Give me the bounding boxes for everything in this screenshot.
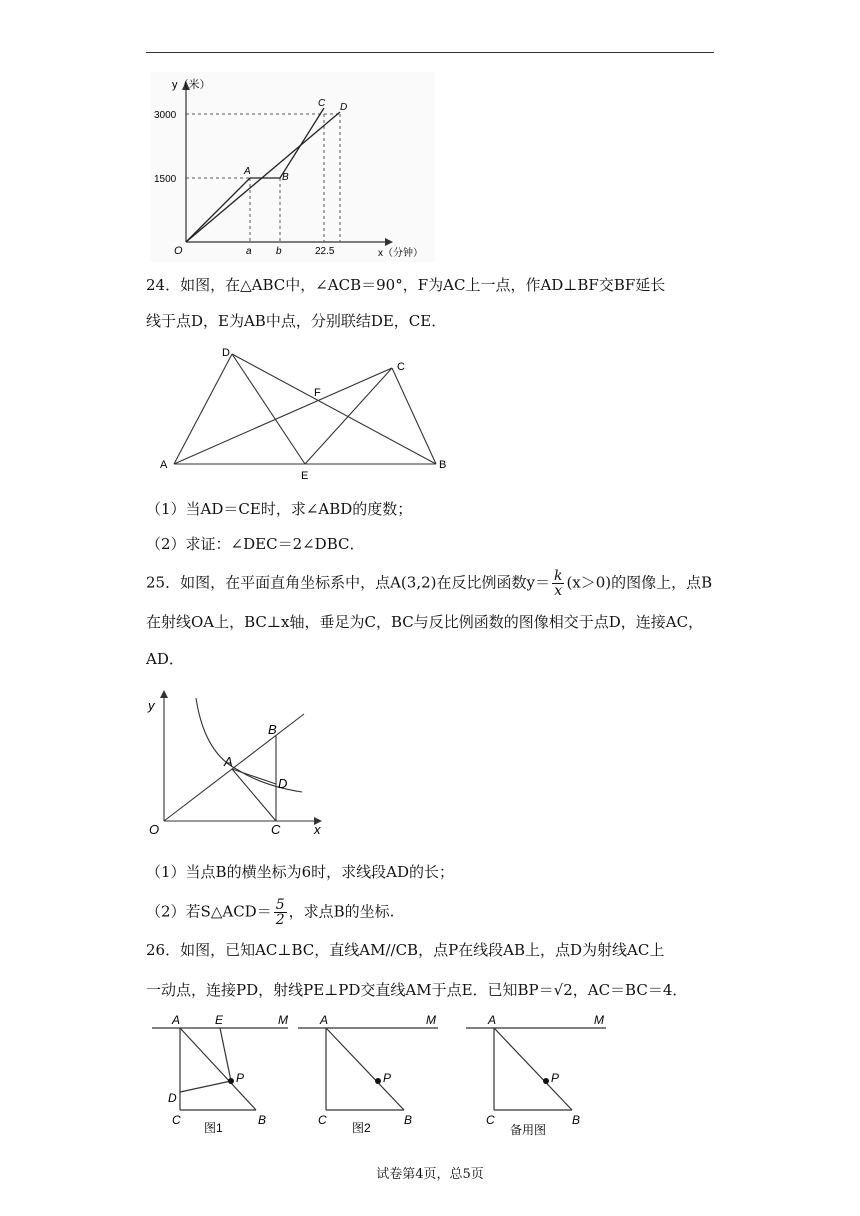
fig2-label-a: A xyxy=(320,1013,329,1027)
q25-label-c: C xyxy=(271,822,281,837)
header-rule xyxy=(146,52,714,53)
q23-point-d: D xyxy=(340,102,348,113)
q25-part-2-num: 5 xyxy=(275,897,285,913)
q24-label-f: F xyxy=(314,387,321,399)
q25-line-2: 在射线OA上，BC⊥x轴，垂足为C，BC与反比例函数的图像相交于点D，连接AC， xyxy=(146,613,704,631)
q24-part-1: （1）当AD＝CE时，求∠ABD的度数； xyxy=(146,500,413,518)
q25-part-1: （1）当点B的横坐标为6时，求线段AD的长； xyxy=(146,863,454,881)
fig1-label-e: E xyxy=(215,1013,224,1027)
q24-label-c: C xyxy=(397,361,405,373)
fig2-label-c: C xyxy=(318,1113,327,1127)
q24-label-d: D xyxy=(222,347,230,359)
q23-tick-1500: 1500 xyxy=(154,174,177,185)
q25-fraction xyxy=(552,569,564,598)
fig3-label-m: M xyxy=(594,1013,604,1027)
q25-part-2-fraction xyxy=(274,898,287,927)
q25-part-2-a: （2）若S△ACD＝ xyxy=(146,902,272,921)
q25-line-1-b: (x＞0)的图像上，点B xyxy=(566,573,713,592)
q23-point-b: B xyxy=(282,172,289,183)
q25-part-2-den: 2 xyxy=(275,912,285,928)
fig3-label-b: B xyxy=(572,1113,581,1127)
q23-y-label: y（米） xyxy=(172,79,211,91)
q25-frac-num: k xyxy=(553,568,563,584)
page-footer: 试卷第4页，总5页 xyxy=(376,1167,484,1182)
fig3-label-a: A xyxy=(488,1013,497,1027)
q25-label-b: B xyxy=(268,722,277,737)
q25-label-y: y xyxy=(148,698,155,713)
q23-graph xyxy=(150,72,435,262)
q24-line-2: 线于点D，E为AB中点，分别联结DE，CE． xyxy=(146,312,447,330)
q25-part-2 xyxy=(146,898,394,927)
q24-label-e: E xyxy=(301,470,309,482)
q23-x-label: x（分钟） xyxy=(378,248,423,259)
q23-tick-22-5: 22.5 xyxy=(315,246,335,257)
q24-label-a: A xyxy=(160,459,168,471)
q25-line-1 xyxy=(146,569,712,598)
q24-label-b: B xyxy=(439,459,447,471)
q23-tick-b: b xyxy=(276,246,282,257)
fig1-label-a: A xyxy=(172,1013,181,1027)
q26-figures xyxy=(148,1010,618,1140)
q23-origin: O xyxy=(174,245,183,257)
q26-line-1: 26．如图，已知AC⊥BC，直线AM//CB，点P在线段AB上，点D为射线AC上 xyxy=(146,941,665,959)
fig1-label-d: D xyxy=(168,1091,177,1105)
fig2-label-b: B xyxy=(404,1113,413,1127)
q26-line-2: 一动点，连接PD，射线PE⊥PD交直线AM于点E．已知BP＝√2，AC＝BC＝4． xyxy=(146,981,688,999)
q25-label-o: O xyxy=(149,822,160,837)
q25-frac-den: x xyxy=(554,583,563,599)
fig3-caption: 备用图 xyxy=(510,1123,547,1137)
q23-tick-a: a xyxy=(246,246,252,257)
fig1-caption: 图1 xyxy=(204,1121,223,1135)
q24-figure xyxy=(150,340,460,485)
q25-figure xyxy=(146,688,346,838)
fig2-caption: 图2 xyxy=(352,1121,371,1135)
q25-part-2-b: ，求点B的坐标. xyxy=(288,902,395,921)
fig1-label-c: C xyxy=(172,1113,181,1127)
fig3-label-c: C xyxy=(486,1113,495,1127)
fig1-label-b: B xyxy=(258,1113,267,1127)
q25-label-d: D xyxy=(278,776,288,791)
fig3-label-p: P xyxy=(551,1071,560,1085)
q25-line-3: AD． xyxy=(146,650,184,668)
fig1-label-m: M xyxy=(278,1013,288,1027)
q25-label-a: A xyxy=(224,754,233,769)
q23-point-a: A xyxy=(244,166,251,177)
q25-line-1-a: 25．如图，在平面直角坐标系中，点A(3,2)在反比例函数y＝ xyxy=(146,573,550,592)
q23-point-c: C xyxy=(318,98,326,109)
q25-label-x: x xyxy=(314,822,321,837)
q23-tick-3000: 3000 xyxy=(154,110,177,121)
q24-line-1: 24．如图，在△ABC中，∠ACB＝90°，F为AC上一点，作AD⊥BF交BF延长 xyxy=(146,276,666,294)
fig1-label-p: P xyxy=(236,1071,245,1085)
q24-part-2: （2）求证：∠DEC＝2∠DBC． xyxy=(146,535,365,553)
fig2-label-p: P xyxy=(383,1071,392,1085)
fig2-label-m: M xyxy=(426,1013,436,1027)
